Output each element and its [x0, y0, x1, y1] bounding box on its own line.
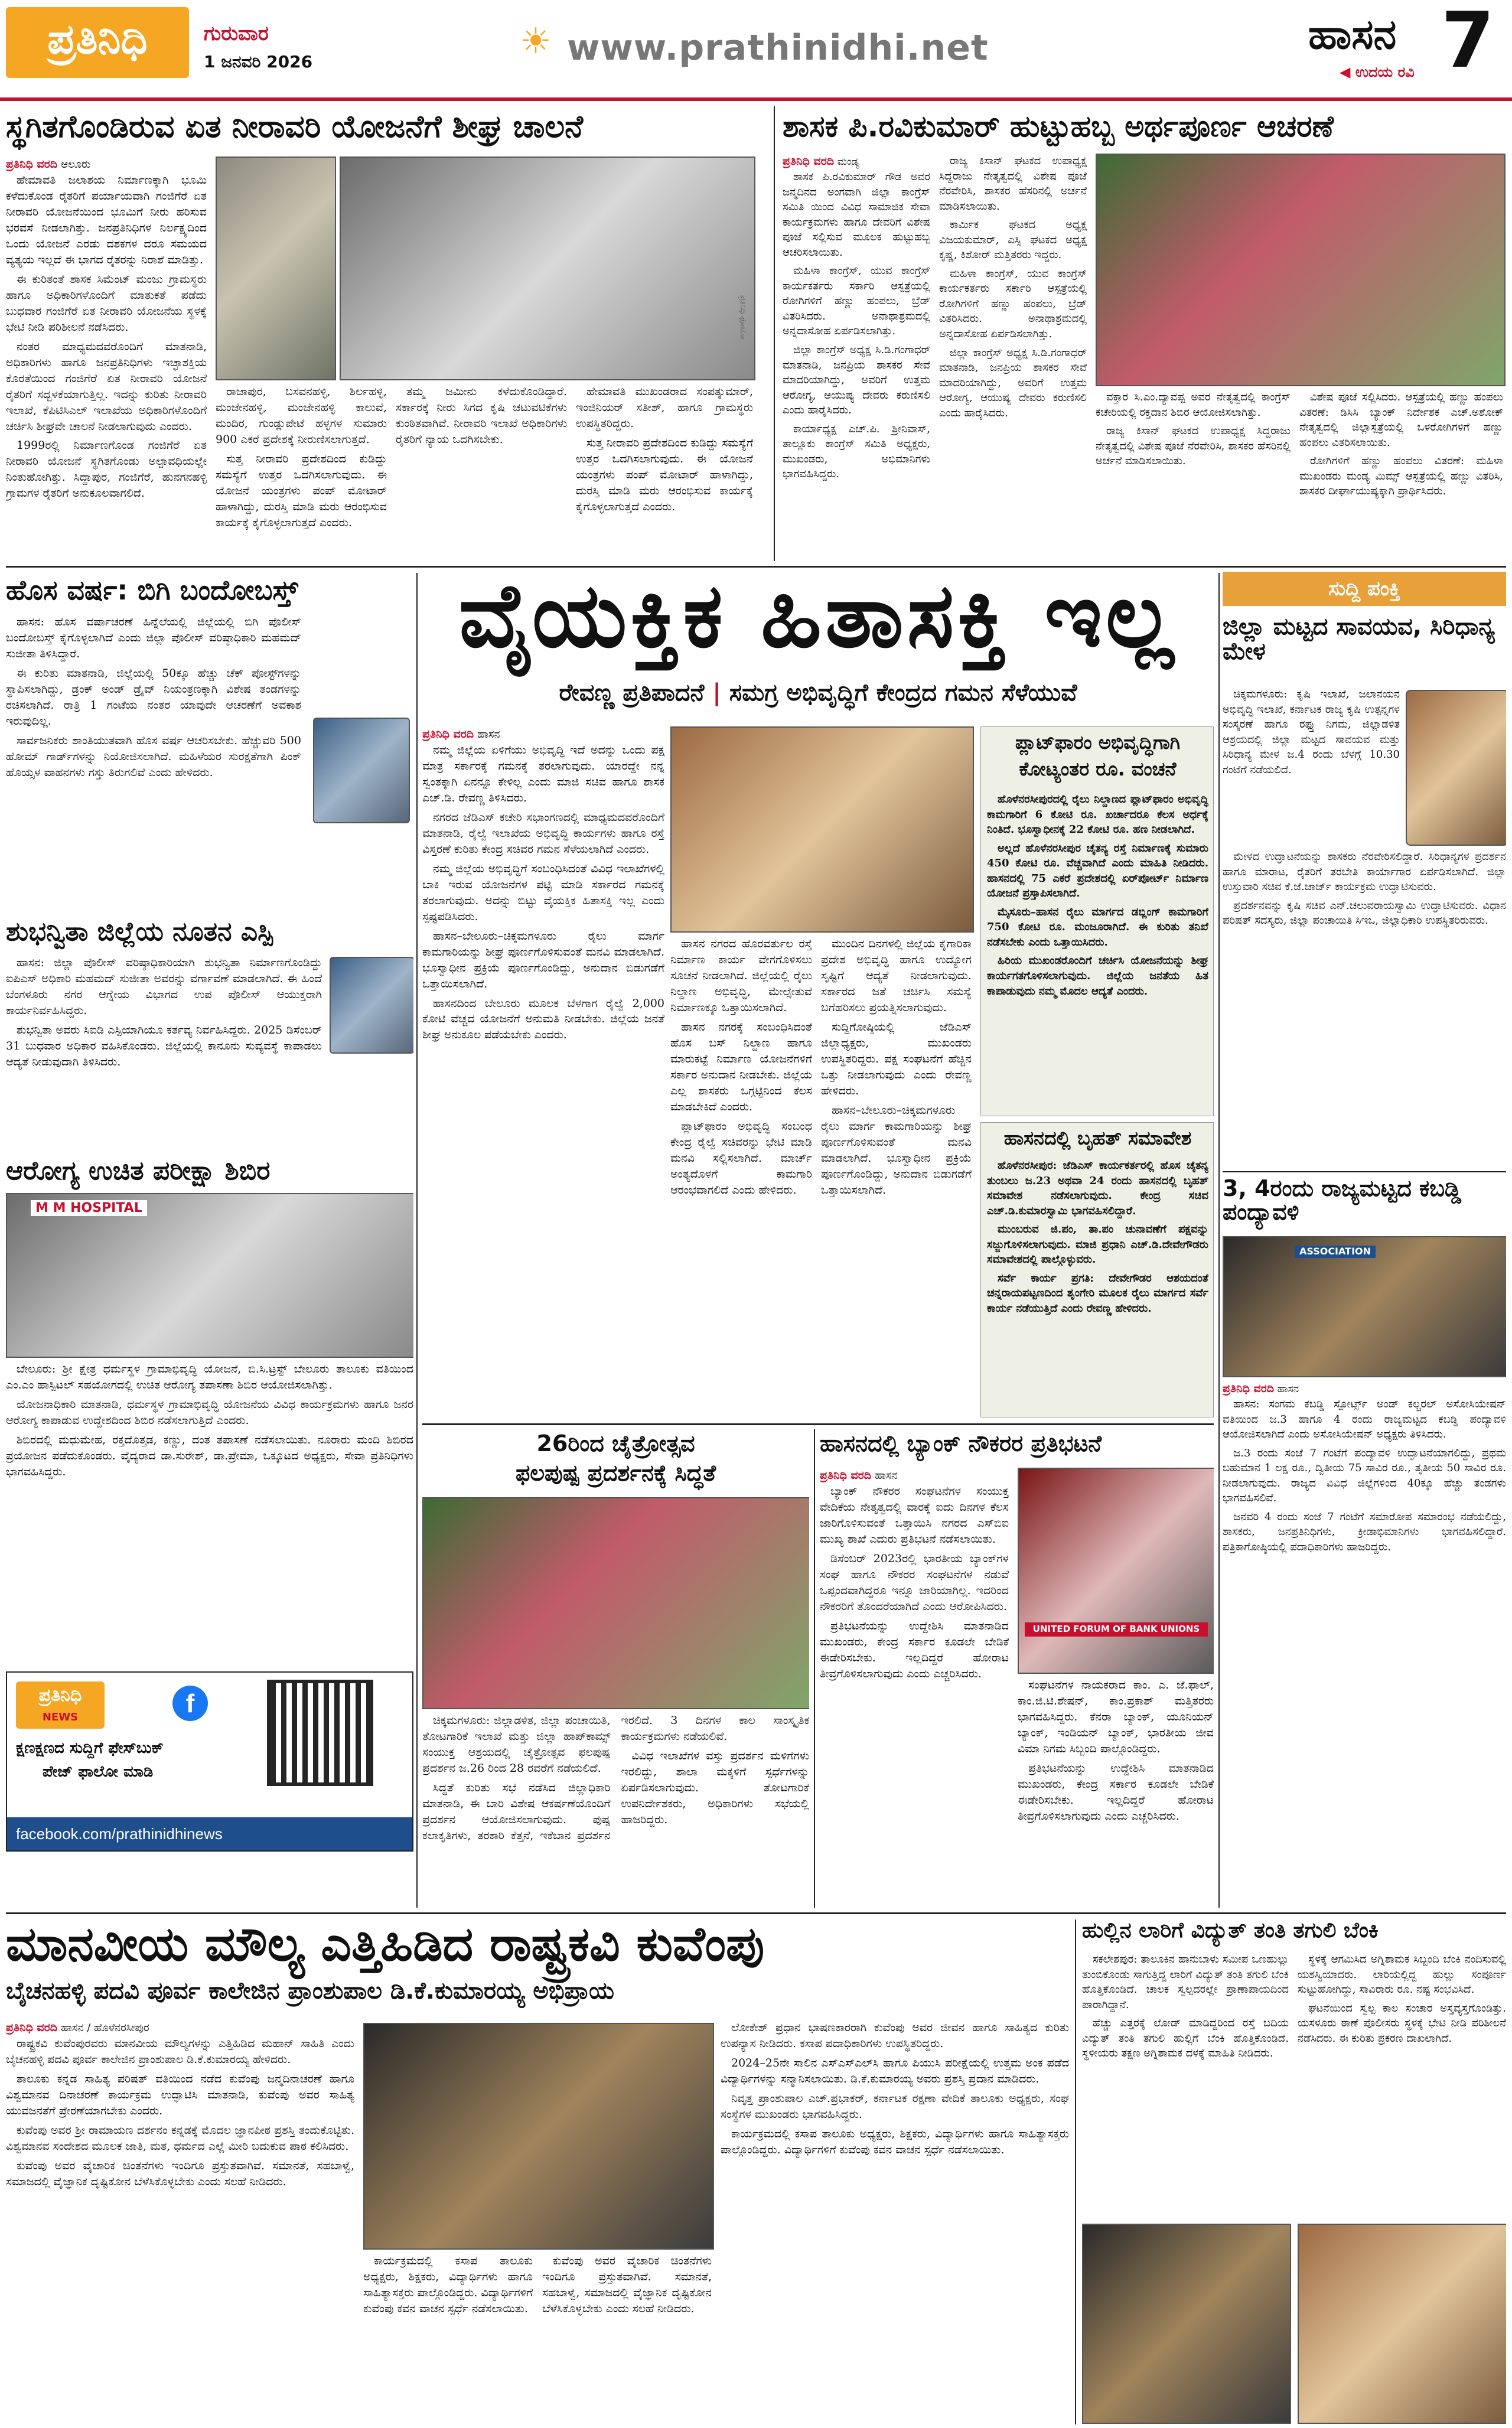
- masthead-day: ಗುರುವಾರ: [204, 22, 269, 45]
- kuvempu-col1: [6, 2020, 354, 2422]
- paragraph: ಜಿಲ್ಲಾ ಕಾಂಗ್ರೆಸ್ ಅಧ್ಯಕ್ಷ ಸಿ.ಡಿ.ಗಂಗಾಧರ್ ಮಾತನಾಡಿ, ಜನಪ್ರಿಯ ಶಾಸಕರ ಸೇವೆ ಮಾದರಿಯಾಗಿದ್ದು, ಅವರಿಗೆ ಉತ್ತಮ ಆರೋಗ್ಯ, ಆಯುಷ್ಯ ದೇವರು ಕರುಣಿಸಲಿ ಎಂದು ಹಾರೈಸಿದರು.: [939, 346, 1087, 419]
- story-new-sp-body: [6, 955, 322, 1153]
- qr-code-icon: [267, 1680, 373, 1786]
- lead-col3: [821, 936, 972, 1417]
- paragraph: ಬೇಲೂರು: ಶ್ರೀ ಕ್ಷೇತ್ರ ಧರ್ಮಸ್ಥಳ ಗ್ರಾಮಾಭಿವೃದ್ಧಿ ಯೋಜನೆ, ಬಿ.ಸಿ.ಟ್ರಸ್ಟ್ ಬೇಲೂರು ತಾಲೂಕು ವತಿಯಿಂದ ಎಂ.ಎಂ ಹಾಸ್ಪಿಟಲ್ ಸಹಯೋಗದಲ್ಲಿ ಉಚಿತ ಆರೋಗ್ಯ ತಪಾಸಣಾ ಶಿಬಿರ ಆಯೋಜಿಸಲಾಗಿತ್ತು.: [6, 1363, 413, 1391]
- story-irrigation-title: ಸ್ಥಗಿತಗೊಂಡಿರುವ ಏತ ನೀರಾವರಿ ಯೋಜನೆಗೆ ಶೀಘ್ರ ಚಾಲನೆ: [6, 109, 584, 145]
- story-health-camp-title: ಆರೋಗ್ಯ ಉಚಿತ ಪರೀಕ್ಷಾ ಶಿಬಿರ: [6, 1158, 271, 1186]
- paragraph: ವಕ್ತಾರ ಸಿ.ಎಂ.ದ್ಯಾವಪ್ಪ ಅವರ ನೇತೃತ್ವದಲ್ಲಿ ಕಾಂಗ್ರೆಸ್ ಕಚೇರಿಯಲ್ಲಿ ರಕ್ತದಾನ ಶಿಬಿರ ಆಯೋಜಿಸಲಾಗಿತ್ತು.: [1096, 391, 1291, 419]
- promo-logo-sub: NEWS: [42, 1711, 79, 1723]
- page-label: ಹಾಸನ: [1308, 10, 1397, 58]
- paragraph: ಹೇಮಾವತಿ ಜಲಾಶಯ ನಿರ್ಮಾಣಕ್ಕಾಗಿ ಭೂಮಿ ಕಳೆದುಕೊಂಡ ರೈತರಿಗೆ ಪರ್ಯಾಯವಾಗಿ ಗಂಜಿಗೆರೆ ಏತ ನೀರಾವರಿ ಯೋಜನೆಯಿಂದ ಭೂಮಿಗೆ ನೀರು ಹರಿಸುವ ಭರವಸೆ ನೀಡಲಾಗಿತ್ತು. ಜನಪ್ರತಿನಿಧಿಗಳ ನಿರ್ಲಕ್ಷ್ಯದಿಂದ ಒಂದು ಯೋಜನೆ ಎರಡು ದಶಕಗಳ ದರೂ ಸಮಯದ ವ್ಯತ್ಯಯ ಇಲ್ಲದೆ ಈ ಭಾಗದ ರೈತರನ್ನು ನಿರಾಶೆ ಮಾಡಿತ್ತು.: [6, 173, 207, 266]
- paragraph: ಮುಂದಿನ ದಿನಗಳಲ್ಲಿ ಜಿಲ್ಲೆಯ ಕೈಗಾರಿಕಾ ಪ್ರದೇಶ ಅಭಿವೃದ್ಧಿ ಹಾಗೂ ಉದ್ಯೋಗ ಸೃಷ್ಟಿಗೆ ಆದ್ಯತೆ ನೀಡಲಾಗುವುದು. ಸರ್ಕಾರದ ಜತೆ ಚರ್ಚಿಸಿ ಸಮಸ್ಯೆ ಬಗೆಹರಿಸಲು ಪ್ರಯತ್ನಿಸಲಾಗುವುದು.: [821, 937, 972, 1014]
- paragraph: ಮೇಳದ ಉದ್ಘಾಟನೆಯನ್ನು ಶಾಸಕರು ನೆರವೇರಿಸಲಿದ್ದಾರೆ. ಸಿರಿಧಾನ್ಯಗಳ ಪ್ರದರ್ಶನ ಹಾಗೂ ಮಾರಾಟ, ರೈತರಿಗೆ ತರಬೇತಿ ಕಾರ್ಯಾಗಾರ ಏರ್ಪಡಿಸಲಾಗಿದೆ. ಜಿಲ್ಲಾ ಉಸ್ತುವಾರಿ ಸಚಿವ ಕೆ.ಜೆ.ಜಾರ್ಜ್ ಕಾರ್ಯಕ್ರಮ ಉದ್ಘಾಟಿಸುವರು.: [1223, 850, 1506, 894]
- paragraph: ಸಕಲೇಶಪುರ: ತಾಲೂಕಿನ ಹಾನುಬಾಳು ಸಮೀಪ ಒಣಹುಲ್ಲು ತುಂಬಿಕೊಂಡು ಸಾಗುತ್ತಿದ್ದ ಲಾರಿಗೆ ವಿದ್ಯುತ್ ತಂತಿ ತಗುಲಿ ಬೆಂಕಿ ಹೊತ್ತಿಕೊಂಡಿದೆ. ಚಾಲಕ ಸ್ವಲ್ಪದರಲ್ಲೇ ಪ್ರಾಣಾಪಾಯದಿಂದ ಪಾರಾಗಿದ್ದಾನೆ.: [1082, 1953, 1289, 2011]
- kabaddi-photo: [1223, 1236, 1506, 1377]
- paragraph: ನಮ್ಮ ಜಿಲ್ಲೆಯ ಅಭಿವೃದ್ಧಿಗೆ ಸಂಬಂಧಿಸಿದಂತೆ ವಿವಿಧ ಇಲಾಖೆಗಳಲ್ಲಿ ಬಾಕಿ ಇರುವ ಯೋಜನೆಗಳ ಪಟ್ಟಿ ಮಾಡಿ ಸರ್ಕಾರದ ಗಮನಕ್ಕೆ ತರಲಾಗುವುದು. ಅದನ್ನು ಬಿಟ್ಟು ವೈಯಕ್ತಿಕ ಹಿತಾಸಕ್ತಿ ಇಲ್ಲ ಎಂದು ಸ್ಪಷ್ಟಪಡಿಸಿದರು.: [422, 862, 664, 923]
- kuvempu-col2: [363, 2253, 712, 2422]
- paragraph: ಹೇಮಾವತಿ ಮುಖಂಡರಾದ ಸಂಪತ್ಕುಮಾರ್, ಇಂಜಿನಿಯರ್ ಸತೀಶ್, ಹಾಗೂ ಗ್ರಾಮಸ್ಥರು ಉಪಸ್ಥಿತರಿದ್ದರು.: [576, 385, 753, 430]
- section-rule: [422, 1423, 1214, 1425]
- lead-deck-left: ರೇವಣ್ಣ ಪ್ರತಿಪಾದನೆ: [559, 679, 705, 706]
- samavesha-body: [987, 1158, 1208, 1415]
- dateline: ಮಂಡ್ಯ: [837, 156, 859, 168]
- sudhi-t2-body: [1223, 1381, 1506, 1906]
- story-health-camp: [6, 1158, 413, 1855]
- paragraph: ಪ್ರದರ್ಶನವನ್ನು ಕೃಷಿ ಸಚಿವ ಎನ್.ಚಲುವರಾಯಸ್ವಾಮಿ ಉದ್ಘಾಟಿಸುವರು. ವಿಧಾನ ಪರಿಷತ್ ಸದಸ್ಯರು, ಜಿಲ್ಲಾ ಪಂಚಾಯಿತಿ ಸಿಇಒ, ಜಿಲ್ಲಾಧಿಕಾರಿ ಉಪಸ್ಥಿತರಿರುವರು.: [1223, 899, 1506, 927]
- lead-story: [422, 570, 1214, 1420]
- paragraph: ಡಿಸೆಂಬರ್ 2023ರಲ್ಲಿ ಭಾರತೀಯ ಬ್ಯಾಂಕ್‌ಗಳ ಸಂಘ ಹಾಗೂ ನೌಕರರ ಸಂಘಟನೆಗಳ ನಡುವೆ ಒಪ್ಪಂದವಾಗಿದ್ದರೂ ಇನ್ನೂ ಜಾರಿಯಾಗಿಲ್ಲ. ಇದರಿಂದ ನೌಕರರಿಗೆ ತೊಂದರೆಯಾಗಿದೆ ಎಂದು ಆರೋಪಿಸಿದರು.: [820, 1552, 1009, 1613]
- paragraph: ಹಾಸನ–ಬೇಲೂರು–ಚಿಕ್ಕಮಗಳೂರು ರೈಲು ಮಾರ್ಗ ಕಾಮಗಾರಿಯನ್ನು ಶೀಘ್ರ ಪೂರ್ಣಗೊಳಿಸುವಂತೆ ಮನವಿ ಮಾಡಲಾಗಿದೆ. ಭೂಸ್ವಾಧೀನ ಪ್ರಕ್ರಿಯೆ ಪೂರ್ಣಗೊಂಡಿದ್ದು, ಅನುದಾನ ಬಿಡುಗಡೆಗೆ ಒತ್ತಾಯಿಸಲಾಗಿದೆ.: [821, 1103, 972, 1197]
- story-irrigation-col1: [6, 157, 207, 558]
- paragraph: ಕಾರ್ಯಾಧ್ಯಕ್ಷ ಎಚ್.ಪಿ. ಶ್ರೀನಿವಾಸ್, ತಾಲ್ಲೂಕು ಕಾಂಗ್ರೆಸ್ ಸಮಿತಿ ಅಧ್ಯಕ್ಷರು, ಮುಖಂಡರು, ಅಭಿಮಾನಿಗಳು ಭಾಗವಹಿಸಿದ್ದರು.: [783, 422, 930, 481]
- paragraph: ತಮ್ಮ ಜಮೀನು ಕಳೆದುಕೊಂಡಿದ್ದಾರೆ. ಸರ್ಕಾರಕ್ಕೆ ನೀರು ಸಿಗದ ಕೃಷಿ ಚಟುವಟಿಕೆಗಳು ಕುಂಠಿತವಾಗಿವೆ. ನೀರಾವರಿ ಇಲಾಖೆ ಅಧಿಕಾರಿಗಳು ರೈತರಿಗೆ ನ್ಯಾಯ ಒದಗಿಸಬೇಕು.: [396, 385, 567, 446]
- story-irrigation-photo2: [340, 157, 755, 380]
- paragraph: ಹಾಸನ ನಗರದ ಹೊರವರ್ತುಲ ರಸ್ತೆ ನಿರ್ಮಾಣ ಕಾರ್ಯ ವೇಗಗೊಳಿಸಲು ಸೂಚನೆ ನೀಡಲಾಗಿದೆ. ಜಿಲ್ಲೆಯಲ್ಲಿ ರೈಲು ನಿಲ್ದಾಣ ಅಭಿವೃದ್ಧಿ, ಮೇಲ್ಸೇತುವೆ ನಿರ್ಮಾಣಕ್ಕೂ ಒತ್ತಾಯಿಸಲಾಗಿದೆ.: [670, 937, 812, 1014]
- paragraph: ರಾಜಾಪುರ, ಬಸವನಹಳ್ಳಿ, ಶಿರ್ಲಹಳ್ಳಿ, ಮಂಜೇನಹಳ್ಳಿ, ಮಂಜೇನಹಳ್ಳಿ ಕಾಲುವೆ, ಮಂದಿರ, ಗುಂಡ್ಲುಪೇಟೆ ಹಳ್ಳಗಳ ಸುಮಾರು 900 ಎಕರೆ ಪ್ರದೇಶಕ್ಕೆ ನೀರುಣಿಸಲಾಗುತ್ತದೆ.: [216, 385, 387, 446]
- bank-col2: [1018, 1677, 1214, 1905]
- platform-box: [980, 726, 1214, 1116]
- paragraph: ಪ್ರತಿಭಟನೆಯನ್ನು ಉದ್ದೇಶಿಸಿ ಮಾತನಾಡಿದ ಮುಖಂಡರು, ಕೇಂದ್ರ ಸರ್ಕಾರ ಕೂಡಲೇ ಬೇಡಿಕೆ ಈಡೇರಿಸಬೇಕು. ಇಲ್ಲದಿದ್ದರೆ ಹೋರಾಟ ತೀವ್ರಗೊಳಿಸಲಾಗುವುದು ಎಂದು ಎಚ್ಚರಿಸಿದರು.: [820, 1619, 1009, 1680]
- lorry-fire-photo2: [1298, 2224, 1506, 2424]
- kabaddi-banner: ASSOCIATION: [1295, 1246, 1376, 1258]
- logo-box: [6, 7, 189, 78]
- paragraph: ಕುವೆಂಪು ಅವರ ಶ್ರೀ ರಾಮಾಯಣ ದರ್ಶನಂ ಕನ್ನಡಕ್ಕೆ ಮೊದಲ ಜ್ಞಾನಪೀಠ ಪ್ರಶಸ್ತಿ ತಂದುಕೊಟ್ಟಿತು. ವಿಶ್ವಮಾನವ ಸಂದೇಶದ ಮೂಲಕ ಜಾತಿ, ಮತ, ಧರ್ಮದ ಎಲ್ಲೆ ಮೀರಿ ಬದುಕುವ ಪಾಠ ಕಲಿಸಿದರು.: [6, 2123, 354, 2153]
- paragraph: ಈ ಕುರಿತಂತೆ ಶಾಸಕ ಸಿಮೆಂಟ್ ಮಂಜು ಗ್ರಾಮಸ್ಥರು ಹಾಗೂ ಅಧಿಕಾರಿಗಳೊಂದಿಗೆ ಮಾತುಕತೆ ಪಡೆದು ಬುಧವಾರ ಗಂಜಿಗೆರೆ ಏತ ನೀರಾವರಿ ಯೋಜನೆಯ ಸ್ಥಳಕ್ಕೆ ಭೇಟಿ ನೀಡಿ ಪರಿಶೀಲನೆ ನಡೆಸಿದರು.: [6, 272, 207, 334]
- masthead-logo: ಪ್ರತಿನಿಧಿ: [47, 15, 148, 63]
- deck-separator: |: [712, 679, 729, 706]
- officer-portrait: [313, 718, 410, 823]
- lead-deck-right: ಸಮಗ್ರ ಅಭಿವೃದ್ಧಿಗೆ ಕೇಂದ್ರದ ಗಮನ ಸೆಳೆಯುವೆ: [729, 679, 1077, 706]
- paragraph: ಹೊಳೆನರಸೀಪುರ: ಜೆಡಿಎಸ್ ಕಾರ್ಯಕರ್ತರಲ್ಲಿ ಹೊಸ ಚೈತನ್ಯ ತುಂಬಲು ಜ.23 ಅಥವಾ 24 ರಂದು ಹಾಸನದಲ್ಲಿ ಬೃಹತ್ ಸಮಾವೇಶ ನಡೆಸಲಾಗುವುದು. ಕೇಂದ್ರ ಸಚಿವ ಎಚ್.ಡಿ.ಕುಮಾರಸ್ವಾಮಿ ಭಾಗವಹಿಸಲಿದ್ದಾರೆ.: [987, 1159, 1208, 1217]
- paragraph: ನಿವೃತ್ತ ಪ್ರಾಂಶುಪಾಲ ಎಚ್.ಪ್ರಭಾಕರ್, ಕರ್ನಾಟಕ ರಕ್ಷಣಾ ವೇದಿಕೆ ತಾಲೂಕು ಅಧ್ಯಕ್ಷರು, ಸಂಘ ಸಂಸ್ಥೆಗಳ ಮುಖಂಡರು ಭಾಗವಹಿಸಿದ್ದರು.: [721, 2091, 1069, 2121]
- byline: ಪ್ರತಿನಿಧಿ ವರದಿ: [783, 155, 835, 168]
- paragraph: ಜನವರಿ 4 ರಂದು ಸಂಜೆ 7 ಗಂಟೆಗೆ ಸಮಾರೋಪ ಸಮಾರಂಭ ನಡೆಯಲಿದ್ದು, ಶಾಸಕರು, ಜನಪ್ರತಿನಿಧಿಗಳು, ಕ್ರೀಡಾಭಿಮಾನಿಗಳು ಭಾಗವಹಿಸಲಿದ್ದಾರೆ. ಪತ್ರಿಕಾಗೋಷ್ಠಿಯಲ್ಲಿ ಪದಾಧಿಕಾರಿಗಳು ಹಾಜರಿದ್ದರು.: [1223, 1510, 1506, 1553]
- flower-title1: 26ರಿಂದ ಚೈತ್ರೋತ್ಸವ: [536, 1430, 695, 1456]
- paragraph: ವಿವಿಧ ಇಲಾಖೆಗಳ ವಸ್ತು ಪ್ರದರ್ಶನ ಮಳಿಗೆಗಳು ಇರಲಿದ್ದು, ಶಾಲಾ ಮಕ್ಕಳಿಗೆ ಸ್ಪರ್ಧೆಗಳನ್ನು ಏರ್ಪಡಿಸಲಾಗುವುದು. ತೋಟಗಾರಿಕೆ ಉಪನಿರ್ದೇಶಕರು, ಅಧಿಕಾರಿಗಳು ಸಭೆಯಲ್ಲಿ ಹಾಜರಿದ್ದರು.: [621, 1749, 809, 1826]
- paragraph: ಸರ್ವೆ ಕಾರ್ಯ ಪ್ರಗತಿ: ದೇವೇಗೌಡರ ಆಶಯದಂತೆ ಚನ್ನರಾಯಪಟ್ಟಣದಿಂದ ಶೃಂಗೇರಿ ಮೂಲಕ ರೈಲು ಮಾರ್ಗದ ಸರ್ವೆ ಕಾರ್ಯ ನಡೆಯುತ್ತಿದೆ ಎಂದು ರೇವಣ್ಣ ಹೇಳಿದರು.: [987, 1272, 1208, 1315]
- paragraph: ಚಿಕ್ಕಮಗಳೂರು: ಕೃಷಿ ಇಲಾಖೆ, ಜಲಾನಯನ ಅಭಿವೃದ್ಧಿ ಇಲಾಖೆ, ಕರ್ನಾಟಕ ರಾಜ್ಯ ಕೃಷಿ ಉತ್ಪನ್ನಗಳ ಸಂಸ್ಕರಣೆ ಹಾಗೂ ರಫ್ತು ನಿಗಮ, ಜಿಲ್ಲಾಡಳಿತ ಆಶ್ರಯದಲ್ಲಿ ಜಿಲ್ಲಾ ಮಟ್ಟದ ಸಾವಯವ ಮತ್ತು ಸಿರಿಧಾನ್ಯ ಮೇಳ ಜ.4 ರಂದು ಬೆಳಗ್ಗೆ 10.30 ಗಂಟೆಗೆ ನಡೆಯಲಿದೆ.: [1223, 688, 1400, 776]
- masthead-date: 1 ಜನವರಿ 2026: [204, 52, 313, 71]
- byline: ಪ್ರತಿನಿಧಿ ವರದಿ: [6, 2021, 58, 2034]
- paragraph: ಶಿಬಿರದಲ್ಲಿ ಮಧುಮೇಹ, ರಕ್ತದೊತ್ತಡ, ಕಣ್ಣು, ದಂತ ತಪಾಸಣೆ ನಡೆಸಲಾಯಿತು. ನೂರಾರು ಮಂದಿ ಶಿಬಿರದ ಪ್ರಯೋಜನ ಪಡೆದುಕೊಂಡರು. ವೈದ್ಯರಾದ ಡಾ.ಸುರೇಶ್, ಡಾ.ಪ್ರೇಮಾ, ಒಕ್ಕೂಟದ ಅಧ್ಯಕ್ಷರು, ಸೇವಾ ಪ್ರತಿನಿಧಿಗಳು ಭಾಗವಹಿಸಿದ್ದರು.: [6, 1433, 413, 1478]
- story-new-sp: [6, 918, 413, 1155]
- dateline: ಹಾಸನ: [875, 1469, 898, 1482]
- flower-show-photo: [422, 1497, 809, 1709]
- story-birthday-col1: [783, 154, 930, 558]
- paragraph: ಕಾರ್ಯಕ್ರಮದಲ್ಲಿ ಕಸಾಪ ತಾಲೂಕು ಅಧ್ಯಕ್ಷರು, ಶಿಕ್ಷಕರು, ವಿದ್ಯಾರ್ಥಿಗಳು ಹಾಗೂ ಸಾಹಿತ್ಯಾಸಕ್ತರು ಪಾಲ್ಗೊಂಡಿದ್ದರು. ವಿದ್ಯಾರ್ಥಿಗಳಿಗೆ ಕುವೆಂಪು ಕವನ ವಾಚನ ಸ್ಪರ್ಧೆ ನಡೆಸಲಾಯಿತು.: [363, 2254, 533, 2315]
- sun-icon: ☀: [520, 21, 552, 62]
- column-divider: [1075, 1919, 1076, 2424]
- paragraph: 1999ರಲ್ಲಿ ನಿರ್ಮಾಣಗೊಂಡ ಗಂಜಿಗೆರೆ ಏತ ನೀರಾವರಿ ಯೋಜನೆ ಸ್ಥಗಿತಗೊಂಡು ಅಲ್ಪಾವಧಿಯಲ್ಲೇ ನಿಂತುಹೋಗಿತ್ತು. ಸಿದ್ದಾಪುರ, ಗಂಜಿಗೆರೆ, ಹುನಗನಹಳ್ಳಿ ಗ್ರಾಮಗಳ ರೈತರಿಗೆ ಅನುಕೂಲವಾಗಲಿದೆ.: [6, 439, 207, 500]
- lorry-fire-col2: [1298, 1952, 1506, 2218]
- column-divider: [814, 1429, 815, 1908]
- hospital-banner: M M HOSPITAL: [31, 1200, 147, 1216]
- paragraph: ಹಾಸನ–ಬೇಲೂರು–ಚಿಕ್ಕಮಗಳೂರು ರೈಲು ಮಾರ್ಗ ಕಾಮಗಾರಿಯನ್ನು ಶೀಘ್ರ ಪೂರ್ಣಗೊಳಿಸುವಂತೆ ಮನವಿ ಮಾಡಲಾಗಿದೆ. ಭೂಸ್ವಾಧೀನ ಪ್ರಕ್ರಿಯೆ ಪೂರ್ಣಗೊಂಡಿದ್ದು, ಅನುದಾನ ಬಿಡುಗಡೆಗೆ ಒತ್ತಾಯಿಸಲಾಗಿದೆ.: [422, 929, 664, 990]
- masthead-website[interactable]: www.prathinidhi.net: [567, 27, 989, 69]
- edition-label: ◀ ಉದಯ ರವಿ: [1340, 64, 1415, 80]
- sp-portrait: [330, 957, 413, 1054]
- samavesha-title: ಹಾಸನದಲ್ಲಿ ಬೃಹತ್ ಸಮಾವೇಶ: [1003, 1127, 1192, 1149]
- story-newyear-title: ಹೊಸ ವರ್ಷ: ಬಿಗಿ ಬಂದೋಬಸ್ತ್: [6, 574, 298, 606]
- story-newyear: [6, 573, 413, 915]
- promo-logo: ಪ್ರತಿನಿಧಿ: [38, 1685, 82, 1706]
- dateline: ಹಾಸನ: [477, 728, 500, 741]
- paragraph: ವಿಶೇಷ ಪೂಜೆ ಸಲ್ಲಿಸಿದರು. ಆಸ್ಪತ್ರೆಯಲ್ಲಿ ಹಣ್ಣು ಹಂಪಲು ವಿತರಣೆ: ಡಿಸಿಸಿ ಬ್ಯಾಂಕ್ ನಿರ್ದೇಶಕ ಎಚ್.ಅಶೋಕ್ ನೇತೃತ್ವದಲ್ಲಿ ಜಿಲ್ಲಾಸ್ಪತ್ರೆಯಲ್ಲಿ ಒಳರೋಗಿಗಳಿಗೆ ಹಣ್ಣು ಹಂಪಲು ವಿತರಿಸಲಾಯಿತು.: [1299, 391, 1503, 449]
- section-rule: [6, 1912, 1506, 1914]
- byline: ಪ್ರತಿನಿಧಿ ವರದಿ: [6, 158, 58, 171]
- story-birthday-col2: [939, 154, 1087, 558]
- story-irrigation-col4: [576, 384, 753, 558]
- flower-title2: ಫಲಪುಷ್ಪ ಪ್ರದರ್ಶನಕ್ಕೆ ಸಿದ್ಧತೆ: [515, 1460, 716, 1486]
- kuvempu-title: ಮಾನವೀಯ ಮೌಲ್ಯ ಎತ್ತಿಹಿಡಿದ ರಾಷ್ಟ್ರಕವಿ ಕುವೆಂಪು: [6, 1919, 765, 1971]
- paragraph: ಶುಭನ್ವಿತಾ ಅವರು ಸಿಐಡಿ ಎಸ್ಪಿಯಾಗಿಯೂ ಕರ್ತವ್ಯ ನಿರ್ವಹಿಸಿದ್ದರು. 2025 ಡಿಸೆಂಬರ್ 31 ಬುಧವಾರ ಅಧಿಕಾರ ವಹಿಸಿಕೊಂಡರು. ಜಿಲ್ಲೆಯಲ್ಲಿ ಕಾನೂನು ಸುವ್ಯವಸ್ಥೆ ಕಾಪಾಡಲು ಆದ್ಯತೆ ನೀಡುವುದಾಗಿ ತಿಳಿಸಿದರು.: [6, 1023, 322, 1068]
- paragraph: ಸಾರ್ವಜನಿಕರು ಶಾಂತಿಯುತವಾಗಿ ಹೊಸ ವರ್ಷ ಆಚರಿಸಬೇಕು. ಹೆಚ್ಚುವರಿ 500 ಹೋಮ್ ಗಾರ್ಡ್‌ಗಳನ್ನು ನಿಯೋಜಿಸಲಾಗಿದೆ. ಮಹಿಳೆಯರ ಸುರಕ್ಷತೆಗಾಗಿ ಪಿಂಕ್ ಹೊಯ್ಸಳ ವಾಹನಗಳು ಗಸ್ತು ತಿರುಗಲಿವೆ ಎಂದು ಹೇಳಿದರು.: [6, 734, 301, 779]
- sudhi-header: ಸುದ್ದಿ ಪಂಕ್ತಿ: [1223, 572, 1506, 606]
- lead-col1: [422, 726, 664, 1417]
- byline: ಪ್ರತಿನಿಧಿ ವರದಿ: [422, 728, 474, 741]
- story-birthday-col4: [1299, 390, 1503, 558]
- sudhi-t1-body: [1223, 849, 1506, 1168]
- paragraph: ಜಿಲ್ಲಾ ಕಾಂಗ್ರೆಸ್ ಅಧ್ಯಕ್ಷ ಸಿ.ಡಿ.ಗಂಗಾಧರ್ ಮಾತನಾಡಿ, ಜನಪ್ರಿಯ ಶಾಸಕರ ಸೇವೆ ಮಾದರಿಯಾಗಿದ್ದು, ಅವರಿಗೆ ಉತ್ತಮ ಆರೋಗ್ಯ, ಆಯುಷ್ಯ ದೇವರು ಕರುಣಿಸಲಿ ಎಂದು ಹಾರೈಸಿದರು.: [783, 343, 930, 417]
- promo-url[interactable]: facebook.com/prathinidhinews: [7, 1817, 412, 1850]
- sidebar-rule: [1223, 1171, 1506, 1172]
- paragraph: ಬ್ಯಾಂಕ್ ನೌಕರರ ಸಂಘಟನೆಗಳ ಸಂಯುಕ್ತ ವೇದಿಕೆಯ ನೇತೃತ್ವದಲ್ಲಿ ವಾರಕ್ಕೆ ಐದು ದಿನಗಳ ಕೆಲಸ ಜಾರಿಗೊಳಿಸುವಂತೆ ಒತ್ತಾಯಿಸಿ ನಗರದ ಎಸ್‌ಬಿಐ ಮುಖ್ಯ ಶಾಖೆ ಎದುರು ಪ್ರತಿಭಟನೆ ನಡೆಸಲಾಯಿತು.: [820, 1484, 1009, 1546]
- facebook-promo[interactable]: [6, 1671, 413, 1852]
- paragraph: ಮಹಿಳಾ ಕಾಂಗ್ರೆಸ್, ಯುವ ಕಾಂಗ್ರೆಸ್ ಕಾರ್ಯಕರ್ತರು ಸರ್ಕಾರಿ ಆಸ್ಪತ್ರೆಯಲ್ಲಿ ರೋಗಿಗಳಿಗೆ ಹಣ್ಣು ಹಂಪಲು, ಬ್ರೆಡ್ ವಿತರಿಸಿದರು. ಅನಾಥಾಶ್ರಮದಲ್ಲಿ ಅನ್ನದಾಸೋಹ ಏರ್ಪಡಿಸಲಾಗಿತ್ತು.: [939, 267, 1087, 341]
- health-camp-photo: [6, 1193, 413, 1358]
- paragraph: ಹಾಸನ: ಹೊಸ ವರ್ಷಾಚರಣೆ ಹಿನ್ನೆಲೆಯಲ್ಲಿ ಜಿಲ್ಲೆಯಲ್ಲಿ ಬಿಗಿ ಪೊಲೀಸ್ ಬಂದೋಬಸ್ತ್ ಕೈಗೊಳ್ಳಲಾಗಿದೆ ಎಂದು ಜಿಲ್ಲಾ ಪೊಲೀಸ್ ವರಿಷ್ಠಾಧಿಕಾರಿ ಮಹಮದ್ ಸುಜೀತಾ ತಿಳಿಸಿದ್ದಾರೆ.: [6, 615, 301, 660]
- bank-banner: UNITED FORUM OF BANK UNIONS: [1025, 1622, 1208, 1637]
- kuvempu-photo: [363, 2023, 714, 2250]
- paragraph: 2024–25ನೇ ಸಾಲಿನ ಎಸ್‌ಎಸ್‌ಎಲ್‌ಸಿ ಹಾಗೂ ಪಿಯುಸಿ ಪರೀಕ್ಷೆಯಲ್ಲಿ ಉತ್ತಮ ಅಂಕ ಪಡೆದ ವಿದ್ಯಾರ್ಥಿಗಳನ್ನು ಸನ್ಮಾನಿಸಲಾಯಿತು. ಡಿ.ಕೆ.ಕುಮಾರಯ್ಯ ಅವರು ಪ್ರಶಸ್ತಿ ಪ್ರದಾನ ಮಾಡಿದರು.: [721, 2056, 1069, 2085]
- paragraph: ಲೋಕೇಶ್ ಪ್ರಧಾನ ಭಾಷಣಕಾರರಾಗಿ ಕುವೆಂಪು ಅವರ ಜೀವನ ಹಾಗೂ ಸಾಹಿತ್ಯದ ಕುರಿತು ಉಪನ್ಯಾಸ ನೀಡಿದರು. ಕಸಾಪ ಪದಾಧಿಕಾರಿಗಳು ಉಪಸ್ಥಿತರಿದ್ದರು.: [721, 2021, 1069, 2050]
- masthead-rule: [0, 97, 1512, 101]
- paragraph: ಹಾಸನದಿಂದ ಬೇಲೂರು ಮೂಲಕ ಬೆಳಗಾಗ ರೈಲ್ವೆ 2,000 ಕೋಟಿ ವೆಚ್ಚದ ಯೋಜನೆಗೆ ಅನುಮತಿ ನೀಡಬೇಕು. ಜಿಲ್ಲೆಯ ಜನತೆ ಶೀಘ್ರ ಅನುಕೂಲ ಪಡೆಯಬೇಕು ಎಂದರು.: [422, 996, 664, 1042]
- story-newyear-body: [6, 614, 301, 912]
- paragraph: ರಾಜ್ಯ ಕಿಸಾನ್ ಘಟಕದ ಉಪಾಧ್ಯಕ್ಷ ಸಿದ್ದರಾಜು ನೇತೃತ್ವದಲ್ಲಿ ವಿಶೇಷ ಪೂಜೆ ನೆರವೇರಿಸಿ, ಶಾಸಕರ ಹೆಸರಿನಲ್ಲಿ ಅರ್ಚನೆ ಮಾಡಿಸಲಾಯಿತು.: [1096, 425, 1291, 468]
- paragraph: ನಮ್ಮ ಜಿಲ್ಲೆಯ ಏಳಿಗೆಯು ಅಭಿವೃದ್ಧಿ ಇದೆ ಅದನ್ನು ಒಂದು ಪಕ್ಷ ಮಾತ್ರ ಸರ್ಕಾರಕ್ಕೆ ಗಮನಕ್ಕೆ ತರಲಾಗುವುದು. ಯಾರದ್ದೇ ನನ್ನ ಸ್ವಂತಕ್ಕಾಗಿ ಏನನ್ನೂ ಕೇಳಿಲ್ಲ ಎಂದು ಮಾಜಿ ಸಚಿವ ಹಾಗೂ ಶಾಸಕ ಎಚ್.ಡಿ. ರೇವಣ್ಣ ತಿಳಿಸಿದರು.: [422, 743, 664, 804]
- column-divider: [1218, 573, 1220, 1908]
- byline: ಪ್ರತಿನಿಧಿ ವರದಿ: [820, 1469, 872, 1482]
- paragraph: ಹಾಸನ: ಜಿಲ್ಲಾ ಪೊಲೀಸ್ ವರಿಷ್ಠಾಧಿಕಾರಿಯಾಗಿ ಶುಭನ್ವಿತಾ ನಿರ್ಮಾಣಗೊಂಡಿದ್ದು ಐಪಿಎಸ್ ಅಧಿಕಾರಿ ಮಹಮದ್ ಸುಜೀತಾ ಅವರನ್ನು ವರ್ಗಾವಣೆ ಮಾಡಲಾಗಿದೆ. ಈ ಹಿಂದೆ ಬೆಂಗಳೂರು ನಗರ ಆಗ್ನೇಯ ವಿಭಾಗದ ಉಪ ಪೊಲೀಸ್ ಆಯುಕ್ತರಾಗಿ ಕಾರ್ಯನಿರ್ವಹಿಸಿದ್ದರು.: [6, 956, 322, 1017]
- paragraph: ಮುಂಬರುವ ಜಿ.ಪಂ, ತಾ.ಪಂ ಚುನಾವಣೆಗೆ ಪಕ್ಷವನ್ನು ಸಜ್ಜುಗೊಳಿಸಲಾಗುವುದು. ಮಾಜಿ ಪ್ರಧಾನಿ ಎಚ್.ಡಿ.ದೇವೇಗೌಡರು ಸಮಾವೇಶದಲ್ಲಿ ಪಾಲ್ಗೊಳ್ಳುವರು.: [987, 1223, 1208, 1266]
- paragraph: ನಂತರ ಮಾಧ್ಯಮದವರೊಂದಿಗೆ ಮಾತನಾಡಿ, ಅಧಿಕಾರಿಗಳು ಹಾಗೂ ಜನಪ್ರತಿನಿಧಿಗಳು ಇಚ್ಛಾಶಕ್ತಿಯ ಕೊರತೆಯಿಂದ ಗಂಜಿಗೆರೆ ಏತ ನೀರಾವರಿ ಯೋಜನೆ ರೈತರಿಗೆ ಸದ್ಬಳಕೆಯಾಗುತ್ತಿಲ್ಲ. ಇದನ್ನು ಕುರಿತು ನೀರಾವರಿ ಇಲಾಖೆ, ಕೆಪಿಟಿಸಿಎಲ್ ಇಲಾಖೆಯ ಅಧಿಕಾರಿಗಳೊಂದಿಗೆ ಚರ್ಚಿಸಿ ಶೀಘ್ರವೇ ಚಾಲನೆ ನೀಡಲಾಗುವುದು ಎಂದರು.: [6, 340, 207, 433]
- millet-photo: [1406, 690, 1506, 846]
- story-flower-show: [422, 1429, 809, 1908]
- story-birthday-title: ಶಾಸಕ ಪಿ.ರವಿಕುಮಾರ್ ಹುಟ್ಟುಹಬ್ಬ ಅರ್ಥಪೂರ್ಣ ಆಚರಣೆ: [783, 109, 1334, 144]
- platform-body: [987, 792, 1208, 1114]
- bank-title: ಹಾಸನದಲ್ಲಿ ಬ್ಯಾಂಕ್ ನೌಕರರ ಪ್ರತಿಭಟನೆ: [820, 1430, 1102, 1456]
- paragraph: ತಾಲೂಕು ಕನ್ನಡ ಸಾಹಿತ್ಯ ಪರಿಷತ್ ವತಿಯಿಂದ ನಡೆದ ಕುವೆಂಪು ಜನ್ಮದಿನಾಚರಣೆ ಹಾಗೂ ವಿಶ್ವಮಾನವ ದಿನಾಚರಣೆ ಕಾರ್ಯಕ್ರಮ ಉದ್ಘಾಟಿಸಿ ಮಾತನಾಡಿ, ಕುವೆಂಪು ಅವರ ಸಾಹಿತ್ಯ ಯುವಜನತೆಗೆ ಪ್ರೇರಣೆಯಾಗಬೇಕು ಎಂದರು.: [6, 2072, 354, 2117]
- paragraph: ಸುದ್ದಿಗೋಷ್ಠಿಯಲ್ಲಿ ಜೆಡಿಎಸ್ ಜಿಲ್ಲಾಧ್ಯಕ್ಷರು, ಮುಖಂಡರು ಉಪಸ್ಥಿತರಿದ್ದರು. ಪಕ್ಷ ಸಂಘಟನೆಗೆ ಹೆಚ್ಚಿನ ಒತ್ತು ನೀಡಲಾಗುವುದು ಎಂದು ರೇವಣ್ಣ ಹೇಳಿದರು.: [821, 1020, 972, 1097]
- paragraph: ಸುತ್ತ ನೀರಾವರಿ ಪ್ರದೇಶದಿಂದ ಕುಡಿದ್ದು ಸಮಸ್ಯೆಗೆ ಉತ್ತರ ಒದಗಿಸಲಾಗುವುದು. ಈ ಯೋಜನೆ ಯಂತ್ರಗಳು ಪಂಪ್ ಮೋಟಾರ್ ಹಾಳಾಗಿದ್ದು, ದುರಸ್ತಿ ಮಾಡಿ ಮರು ಆರಂಭಿಸುವ ಕಾರ್ಯಕ್ಕೆ ಕೈಗೊಳ್ಳಲಾಗುತ್ತದೆ ಎಂದರು.: [576, 436, 753, 513]
- promo-line1: ಕ್ಷಣಕ್ಷಣದ ಸುದ್ದಿಗೆ ಫೇಸ್‌ಬುಕ್: [16, 1739, 164, 1757]
- paragraph: ಪ್ರತಿಭಟನೆಯನ್ನು ಉದ್ದೇಶಿಸಿ ಮಾತನಾಡಿದ ಮುಖಂಡರು, ಕೇಂದ್ರ ಸರ್ಕಾರ ಕೂಡಲೇ ಬೇಡಿಕೆ ಈಡೇರಿಸಬೇಕು. ಇಲ್ಲದಿದ್ದರೆ ಹೋರಾಟ ತೀವ್ರಗೊಳಿಸಲಾಗುವುದು ಎಂದು ಎಚ್ಚರಿಸಿದರು.: [1018, 1761, 1214, 1823]
- story-birthday: [783, 106, 1506, 561]
- story-bank-protest: [820, 1429, 1214, 1908]
- paragraph: ಹಾಸನ: ಸಂಗಮ ಕಬಡ್ಡಿ ಸ್ಪೋರ್ಟ್ಸ್ ಅಂಡ್ ಕಲ್ಚರಲ್ ಅಸೋಸಿಯೇಷನ್ ವತಿಯಿಂದ ಜ.3 ಹಾಗೂ 4 ರಂದು ರಾಜ್ಯಮಟ್ಟದ ಕಬಡ್ಡಿ ಪಂದ್ಯಾವಳಿ ಆಯೋಜಿಸಲಾಗಿದೆ ಎಂದು ಅಸೋಸಿಯೇಷನ್ ಅಧ್ಯಕ್ಷರು ತಿಳಿಸಿದರು.: [1223, 1397, 1506, 1441]
- promo-line2: ಪೇಜ್ ಫಾಲೋ ಮಾಡಿ: [43, 1763, 154, 1781]
- paragraph: ಮಹಿಳಾ ಕಾಂಗ್ರೆಸ್, ಯುವ ಕಾಂಗ್ರೆಸ್ ಕಾರ್ಯಕರ್ತರು ಸರ್ಕಾರಿ ಆಸ್ಪತ್ರೆಯಲ್ಲಿ ರೋಗಿಗಳಿಗೆ ಹಣ್ಣು ಹಂಪಲು, ಬ್ರೆಡ್ ವಿತರಿಸಿದರು. ಅನಾಥಾಶ್ರಮದಲ್ಲಿ ಅನ್ನದಾಸೋಹ ಏರ್ಪಡಿಸಲಾಗಿತ್ತು.: [783, 265, 930, 338]
- photo-credit: ಪ್ರತಿನಿಧಿ ಫೋಟೋ: [738, 295, 747, 340]
- paragraph: ಯೋಜನಾಧಿಕಾರಿ ಮಾತನಾಡಿ, ಧರ್ಮಸ್ಥಳ ಗ್ರಾಮಾಭಿವೃದ್ಧಿ ಯೋಜನೆಯ ವಿವಿಧ ಕಾರ್ಯಕ್ರಮಗಳು ಹಾಗೂ ಜನರ ಆರೋಗ್ಯ ಕಾಪಾಡುವ ಉದ್ದೇಶದಿಂದ ಶಿಬಿರ ನಡೆಸಲಾಗುತ್ತಿದೆ ಎಂದರು.: [6, 1397, 413, 1427]
- column-divider: [774, 106, 775, 561]
- paragraph: ರೋಗಿಗಳಿಗೆ ಹಣ್ಣು ಹಂಪಲು ವಿತರಣೆ: ಮಹಿಳಾ ಮುಖಂಡರು ಮಂಡ್ಯ ಮಿಮ್ಸ್ ಆಸ್ಪತ್ರೆಯಲ್ಲಿ ಹಣ್ಣು ವಿತರಿಸಿ, ಶಾಸಕರ ದೀರ್ಘಾಯುಷ್ಯಕ್ಕಾಗಿ ಪ್ರಾರ್ಥಿಸಿದರು.: [1299, 455, 1503, 498]
- lead-col2: [670, 936, 812, 1417]
- paragraph: ಘಟನೆಯಿಂದ ಸ್ವಲ್ಪ ಕಾಲ ಸಂಚಾರ ಅಸ್ತವ್ಯಸ್ತಗೊಂಡಿತ್ತು. ಯಸಳೂರು ಠಾಣೆ ಪೊಲೀಸರು ಸ್ಥಳಕ್ಕೆ ಭೇಟಿ ನೀಡಿ ಪರಿಶೀಲನೆ ನಡೆಸಿದರು. ಈ ಕುರಿತು ಪ್ರಕರಣ ದಾಖಲಾಗಿದೆ.: [1298, 2002, 1506, 2045]
- story-new-sp-title: ಶುಭನ್ವಿತಾ ಜಿಲ್ಲೆಯ ನೂತನ ಎಸ್ಪಿ: [6, 918, 273, 947]
- paragraph: ಸಿದ್ಧತೆ ಕುರಿತು ಸಭೆ ನಡೆಸಿದ ಜಿಲ್ಲಾಧಿಕಾರಿ ಮಾತನಾಡಿ, ಈ ಬಾರಿ ವಿಶೇಷ ಆಕರ್ಷಣೆಯೊಂದಿಗೆ ಪ್ರದರ್ಶನ ಆಯೋಜಿಸಲಾಗುವುದು. ಪುಷ್ಪ ಕಲಾಕೃತಿಗಳು, ತರಕಾರಿ ಕೆತ್ತನೆ, ಇಕೆಬಾನ ಪ್ರದರ್ಶನ ಇರಲಿದೆ. 3 ದಿನಗಳ ಕಾಲ ಸಾಂಸ್ಕೃತಿಕ ಕಾರ್ಯಕ್ರಮಗಳು ನಡೆಯಲಿವೆ.: [422, 1714, 809, 1842]
- paragraph: ಸುತ್ತ ನೀರಾವರಿ ಪ್ರದೇಶದಿಂದ ಕುಡಿದ್ದು ಸಮಸ್ಯೆಗೆ ಉತ್ತರ ಒದಗಿಸಲಾಗುವುದು. ಈ ಯೋಜನೆ ಯಂತ್ರಗಳು ಪಂಪ್ ಮೋಟಾರ್ ಹಾಳಾಗಿದ್ದು, ದುರಸ್ತಿ ಮಾಡಿ ಮರು ಆರಂಭಿಸುವ ಕಾರ್ಯಕ್ಕೆ ಕೈಗೊಳ್ಳಲಾಗುತ್ತದೆ ಎಂದರು.: [216, 452, 387, 529]
- paragraph: ಕಾರ್ಮಿಕ ಘಟಕದ ಅಧ್ಯಕ್ಷ ವಿಜಯಕುಮಾರ್, ಎಸ್ಸಿ ಘಟಕದ ಅಧ್ಯಕ್ಷ ಕೃಷ್ಣ, ಕಿಶೋರ್ ಮತ್ತಿತರರು ಇದ್ದರು.: [939, 219, 1087, 262]
- paragraph: ಹೊಳೆನರಸೀಪುರದಲ್ಲಿ ರೈಲು ನಿಲ್ದಾಣದ ಪ್ಲಾಟ್‌ಫಾರಂ ಅಭಿವೃದ್ಧಿ ಕಾಮಗಾರಿಗೆ 6 ಕೋಟಿ ರೂ. ಖರ್ಚಾದರೂ ಕೆಲಸ ಅರ್ಧಕ್ಕೆ ನಿಂತಿದೆ. ಭೂಸ್ವಾಧೀನಕ್ಕೆ 22 ಕೋಟಿ ರೂ. ಹಣ ನೀಡಲಾಗಿದೆ.: [987, 793, 1208, 836]
- byline: ಪ್ರತಿನಿಧಿ ವರದಿ: [1223, 1382, 1275, 1395]
- story-irrigation-col2: [216, 384, 387, 558]
- dateline: ಹಾಸನ / ಹೊಳೆನರಸೀಪುರ: [61, 2022, 149, 2034]
- lorry-fire-photo1: [1082, 2224, 1291, 2424]
- bank-col1: [820, 1468, 1009, 1905]
- section-rule: [6, 566, 1506, 568]
- paragraph: ನಗರದ ಜೆಡಿಎಸ್ ಕಚೇರಿ ಸಭಾಂಗಣದಲ್ಲಿ ಮಾಧ್ಯಮದವರೊಂದಿಗೆ ಮಾತನಾಡಿ, ರೈಲ್ವೆ ಇಲಾಖೆಯ ಅಭಿವೃದ್ಧಿ ಕಾರ್ಯಗಳು ಹಾಗೂ ರಸ್ತೆ ವಿಸ್ತರಣೆ ಕುರಿತು ಕೇಂದ್ರ ಸಚಿವರ ಗಮನ ಸೆಳೆಯಲಾಗಿದೆ ಎಂದರು.: [422, 810, 664, 856]
- lorry-fire-col1: [1082, 1952, 1289, 2218]
- flower-body: [422, 1713, 809, 1905]
- story-irrigation-col3: [396, 384, 567, 558]
- paragraph: ಚಿಕ್ಕಮಗಳೂರು: ಜಿಲ್ಲಾಡಳಿತ, ಜಿಲ್ಲಾ ಪಂಚಾಯಿತಿ, ತೋಟಗಾರಿಕೆ ಇಲಾಖೆ ಮತ್ತು ಜಿಲ್ಲಾ ಹಾಪ್‌ಕಾಮ್ಸ್ ಸಂಯುಕ್ತ ಆಶ್ರಯದಲ್ಲಿ ಚೈತ್ರೋತ್ಸವ ಫಲಪುಷ್ಪ ಪ್ರದರ್ಶನ ಜ.26 ರಿಂದ 28 ರವರೆಗೆ ನಡೆಯಲಿದೆ.: [422, 1714, 611, 1775]
- samavesha-box: [980, 1122, 1214, 1417]
- paragraph: ರಾಷ್ಟ್ರಕವಿ ಕುವೆಂಪುರವರು ಮಾನವೀಯ ಮೌಲ್ಯಗಳನ್ನು ಎತ್ತಿಹಿಡಿದ ಮಹಾನ್ ಸಾಹಿತಿ ಎಂದು ಬೈಚನಹಳ್ಳಿ ಪದವಿ ಪೂರ್ವ ಕಾಲೇಜಿನ ಪ್ರಾಂಶುಪಾಲ ಡಿ.ಕೆ.ಕುಮಾರಯ್ಯ ಹೇಳಿದರು.: [6, 2036, 354, 2066]
- paragraph: ಹೆಚ್ಚು ಎತ್ತರಕ್ಕೆ ಲೋಡ್ ಮಾಡಿದ್ದರಿಂದ ರಸ್ತೆ ಬದಿಯ ವಿದ್ಯುತ್ ತಂತಿ ತಗುಲಿ ಹುಲ್ಲಿಗೆ ಬೆಂಕಿ ಹೊತ್ತಿಕೊಂಡಿದೆ. ಸ್ಥಳೀಯರು ತಕ್ಷಣ ಅಗ್ನಿಶಾಮಕ ದಳಕ್ಕೆ ಮಾಹಿತಿ ನೀಡಿದರು.: [1082, 2017, 1289, 2060]
- paragraph: ಕುವೆಂಪು ಅವರ ವೈಚಾರಿಕ ಚಿಂತನೆಗಳು ಇಂದಿಗೂ ಪ್ರಸ್ತುತವಾಗಿವೆ. ಸಮಾನತೆ, ಸಹಬಾಳ್ವೆ, ಸಮಾಜದಲ್ಲಿ ವೈಜ್ಞಾನಿಕ ದೃಷ್ಟಿಕೋನ ಬೆಳೆಸಿಕೊಳ್ಳಬೇಕು ಎಂದು ಸಲಹೆ ನೀಡಿದರು.: [542, 2254, 712, 2315]
- sudhi-pankti: [1223, 572, 1506, 1908]
- paragraph: ಜ.3 ರಂದು ಸಂಜೆ 7 ಗಂಟೆಗೆ ಪಂದ್ಯಾವಳಿ ಉದ್ಘಾಟನೆಯಾಗಲಿದ್ದು, ಪ್ರಥಮ ಬಹುಮಾನ 1 ಲಕ್ಷ ರೂ., ದ್ವಿತೀಯ 75 ಸಾವಿರ ರೂ., ತೃತೀಯ 50 ಸಾವಿರ ರೂ. ನೀಡಲಾಗುವುದು. ರಾಜ್ಯದ ವಿವಿಧ ಜಿಲ್ಲೆಗಳಿಂದ 40ಕ್ಕೂ ಹೆಚ್ಚು ತಂಡಗಳು ಭಾಗವಹಿಸಲಿವೆ.: [1223, 1446, 1506, 1505]
- paragraph: ಸ್ಥಳಕ್ಕೆ ಆಗಮಿಸಿದ ಅಗ್ನಿಶಾಮಕ ಸಿಬ್ಬಂದಿ ಬೆಂಕಿ ನಂದಿಸುವಲ್ಲಿ ಯಶಸ್ವಿಯಾದರು. ಲಾರಿಯಲ್ಲಿದ್ದ ಹುಲ್ಲು ಸಂಪೂರ್ಣ ಸುಟ್ಟುಹೋಗಿದ್ದು, ಸಾವಿರಾರು ರೂ. ನಷ್ಟ ಸಂಭವಿಸಿದೆ.: [1298, 1953, 1506, 1996]
- paragraph: ಕುವೆಂಪು ಅವರ ವೈಚಾರಿಕ ಚಿಂತನೆಗಳು ಇಂದಿಗೂ ಪ್ರಸ್ತುತವಾಗಿವೆ. ಸಮಾನತೆ, ಸಹಬಾಳ್ವೆ, ಸಮಾಜದಲ್ಲಿ ವೈಜ್ಞಾನಿಕ ದೃಷ್ಟಿಕೋನ ಬೆಳೆಸಿಕೊಳ್ಳಬೇಕು ಎಂದು ಸಲಹೆ ನೀಡಿದರು.: [6, 2159, 354, 2188]
- sudhi-t1-col: [1223, 687, 1400, 846]
- edition-text: ಉದಯ ರವಿ: [1355, 64, 1415, 80]
- bank-protest-photo: [1018, 1468, 1214, 1674]
- column-divider: [416, 573, 418, 1908]
- sudhi-t1-title: ಜಿಲ್ಲಾ ಮಟ್ಟದ ಸಾವಯವ, ಸಿರಿಧಾನ್ಯ ಮೇಳ: [1223, 613, 1495, 665]
- paragraph: ಹಾಸನ ನಗರಕ್ಕೆ ಸಂಬಂಧಿಸಿದಂತೆ ಹೊಸ ಬಸ್ ನಿಲ್ದಾಣ ಹಾಗೂ ಮಾರುಕಟ್ಟೆ ನಿರ್ಮಾಣ ಯೋಜನೆಗಳಿಗೆ ಸರ್ಕಾರ ಅನುದಾನ ನೀಡಬೇಕು. ಜಿಲ್ಲೆಯ ಎಲ್ಲ ಶಾಸಕರು ಒಗ್ಗಟ್ಟಿನಿಂದ ಕೆಲಸ ಮಾಡಬೇಕಿದೆ ಎಂದರು.: [670, 1020, 812, 1113]
- paragraph: ಪ್ಲಾಟ್‌ಫಾರಂ ಅಭಿವೃದ್ಧಿ ಸಂಬಂಧ ಕೇಂದ್ರ ರೈಲ್ವೆ ಸಚಿವರನ್ನು ಭೇಟಿ ಮಾಡಿ ಮನವಿ ಸಲ್ಲಿಸಲಾಗಿದೆ. ಮಾರ್ಚ್ ಅಂತ್ಯದೊಳಗೆ ಕಾಮಗಾರಿ ಆರಂಭವಾಗಲಿದೆ ಎಂದು ಹೇಳಿದರು.: [670, 1119, 812, 1197]
- facebook-icon: f: [172, 1686, 208, 1721]
- lead-deck: [422, 679, 1214, 706]
- paragraph: ಮೈಸೂರು–ಹಾಸನ ರೈಲು ಮಾರ್ಗದ ಡಬ್ಲಿಂಗ್ ಕಾಮಗಾರಿಗೆ 750 ಕೋಟಿ ರೂ. ಮಂಜೂರಾಗಿದೆ. ಈ ಕುರಿತು ತನಿಖೆ ನಡೆಸಬೇಕು ಎಂದು ಒತ್ತಾಯಿಸಿದರು.: [987, 905, 1208, 949]
- paragraph: ಅಲ್ಲದೆ ಹೊಳೆನರಸೀಪುರ ಚೈತನ್ಯ ರಸ್ತೆ ನಿರ್ಮಾಣಕ್ಕೆ ಸುಮಾರು 450 ಕೋಟಿ ರೂ. ವೆಚ್ಚವಾಗಿದೆ ಎಂದು ಮಾಹಿತಿ ನೀಡಿದರು. ಹಾಸನದಲ್ಲಿ 75 ಎಕರೆ ಪ್ರದೇಶದಲ್ಲಿ ಏರ್‌ಪೋರ್ಟ್ ನಿರ್ಮಾಣ ಯೋಜನೆ ಪ್ರಸ್ತಾಪಿಸಲಾಗಿದೆ.: [987, 842, 1208, 900]
- platform-title2: ಕೋಟ್ಯಂತರ ರೂ. ವಂಚನೆ: [1019, 758, 1177, 780]
- story-irrigation: [6, 106, 762, 561]
- paragraph: ಈ ಕುರಿತು ಮಾತನಾಡಿ, ಜಿಲ್ಲೆಯಲ್ಲಿ 50ಕ್ಕೂ ಹೆಚ್ಚು ಚೆಕ್ ಪೋಸ್ಟ್‌ಗಳನ್ನು ಸ್ಥಾಪಿಸಲಾಗಿದ್ದು, ಡ್ರಂಕ್ ಅಂಡ್ ಡ್ರೈವ್ ನಿಯಂತ್ರಣಕ್ಕಾಗಿ ವಿಶೇಷ ತಂಡಗಳನ್ನು ರಚಿಸಲಾಗಿದೆ. ರಾತ್ರಿ 1 ಗಂಟೆಯ ನಂತರ ಯಾವುದೇ ಆಚರಣೆಗೆ ಅವಕಾಶ ಇರುವುದಿಲ್ಲ.: [6, 666, 301, 728]
- masthead: [0, 0, 1512, 97]
- paragraph: ಶಾಸಕ ಪಿ.ರವಿಕುಮಾರ್ ಗೌಡ ಅವರ ಜನ್ಮದಿನದ ಅಂಗವಾಗಿ ಜಿಲ್ಲಾ ಕಾಂಗ್ರೆಸ್ ಸಮಿತಿ ಯಿಂದ ವಿವಿಧ ಸಾಮಾಜಿಕ ಸೇವಾ ಕಾರ್ಯಕ್ರಮಗಳು ಹಾಗೂ ದೇವರಿಗೆ ವಿಶೇಷ ಪೂಜೆ ಸಲ್ಲಿಸುವ ಮೂಲಕ ಹುಟ್ಟುಹಬ್ಬ ಆಚರಿಸಲಾಯಿತು.: [783, 170, 930, 259]
- sudhi-t2-title: 3, 4ರಂದು ರಾಜ್ಯಮಟ್ಟದ ಕಬಡ್ಡಿ ಪಂದ್ಯಾವಳಿ: [1223, 1175, 1462, 1225]
- page-number: 7: [1441, 0, 1495, 85]
- dateline: ಹಾಸನ: [1277, 1383, 1299, 1395]
- dateline: ಆಲೂರು: [61, 158, 91, 171]
- lead-photo: [670, 726, 974, 933]
- platform-title1: ಪ್ಲಾಟ್‌ಫಾರಂ ಅಭಿವೃದ್ಧಿಗಾಗಿ: [1015, 731, 1181, 754]
- paragraph: ಸಂಘಟನೆಗಳ ನಾಯಕರಾದ ಕಾಂ. ಎ. ಜೆ.ಫಾಲ್, ಕಾಂ.ಜಿ.ಟಿ.ಶೇಷನ್, ಕಾಂ.ಪ್ರಕಾಶ್ ಮತ್ತಿತರರು ಭಾಗವಹಿಸಿದ್ದರು. ಕೆನರಾ ಬ್ಯಾಂಕ್, ಯೂನಿಯನ್ ಬ್ಯಾಂಕ್, ಇಂಡಿಯನ್ ಬ್ಯಾಂಕ್, ಭಾರತೀಯ ಜೀವ ವಿಮಾ ನಿಗಮ ಸಿಬ್ಬಂದಿ ಪಾಲ್ಗೊಂಡಿದ್ದರು.: [1018, 1679, 1214, 1755]
- kuvempu-deck: ಬೈಚನಹಳ್ಳಿ ಪದವಿ ಪೂರ್ವ ಕಾಲೇಜಿನ ಪ್ರಾಂಶುಪಾಲ ಡಿ.ಕೆ.ಕುಮಾರಯ್ಯ ಅಭಿಪ್ರಾಯ: [6, 1977, 615, 2005]
- story-kuvempu: [6, 1919, 1069, 2424]
- story-irrigation-photo1: [216, 157, 336, 380]
- story-birthday-photo: [1096, 154, 1506, 386]
- story-health-camp-body: [6, 1361, 413, 1692]
- paragraph: ಕಾರ್ಯಕ್ರಮದಲ್ಲಿ ಕಸಾಪ ತಾಲೂಕು ಅಧ್ಯಕ್ಷರು, ಶಿಕ್ಷಕರು, ವಿದ್ಯಾರ್ಥಿಗಳು ಹಾಗೂ ಸಾಹಿತ್ಯಾಸಕ್ತರು ಪಾಲ್ಗೊಂಡಿದ್ದರು. ವಿದ್ಯಾರ್ಥಿಗಳಿಗೆ ಕುವೆಂಪು ಕವನ ವಾಚನ ಸ್ಪರ್ಧೆ ನಡೆಸಲಾಯಿತು.: [721, 2127, 1069, 2156]
- promo-logo-box: [16, 1681, 105, 1729]
- lead-headline: ವೈಯಕ್ತಿಕ ಹಿತಾಸಕ್ತಿ ಇಲ್ಲ: [458, 570, 1178, 667]
- paragraph: ರಾಜ್ಯ ಕಿಸಾನ್ ಘಟಕದ ಉಪಾಧ್ಯಕ್ಷ ಸಿದ್ದರಾಜು ನೇತೃತ್ವದಲ್ಲಿ ವಿಶೇಷ ಪೂಜೆ ನೆರವೇರಿಸಿ, ಶಾಸಕರ ಹೆಸರಿನಲ್ಲಿ ಅರ್ಚನೆ ಮಾಡಿಸಲಾಯಿತು.: [939, 155, 1087, 213]
- kuvempu-col3: [721, 2020, 1069, 2422]
- paragraph: ಹಿರಿಯ ಮುಖಂಡರೊಂದಿಗೆ ಚರ್ಚಿಸಿ ಯೋಜನೆಯನ್ನು ಶೀಘ್ರ ಕಾರ್ಯಗತಗೊಳಿಸಲಾಗುವುದು. ಜಿಲ್ಲೆಯ ಜನತೆಯ ಹಿತ ಕಾಪಾಡುವುದು ನಮ್ಮ ಮೊದಲ ಆದ್ಯತೆ ಎಂದರು.: [987, 954, 1208, 998]
- story-birthday-col3: [1096, 390, 1291, 558]
- lorry-fire-title: ಹುಲ್ಲಿನ ಲಾರಿಗೆ ವಿದ್ಯುತ್ ತಂತಿ ತಗುಲಿ ಬೆಂಕಿ: [1082, 1919, 1379, 1943]
- story-lorry-fire: [1082, 1919, 1506, 2424]
